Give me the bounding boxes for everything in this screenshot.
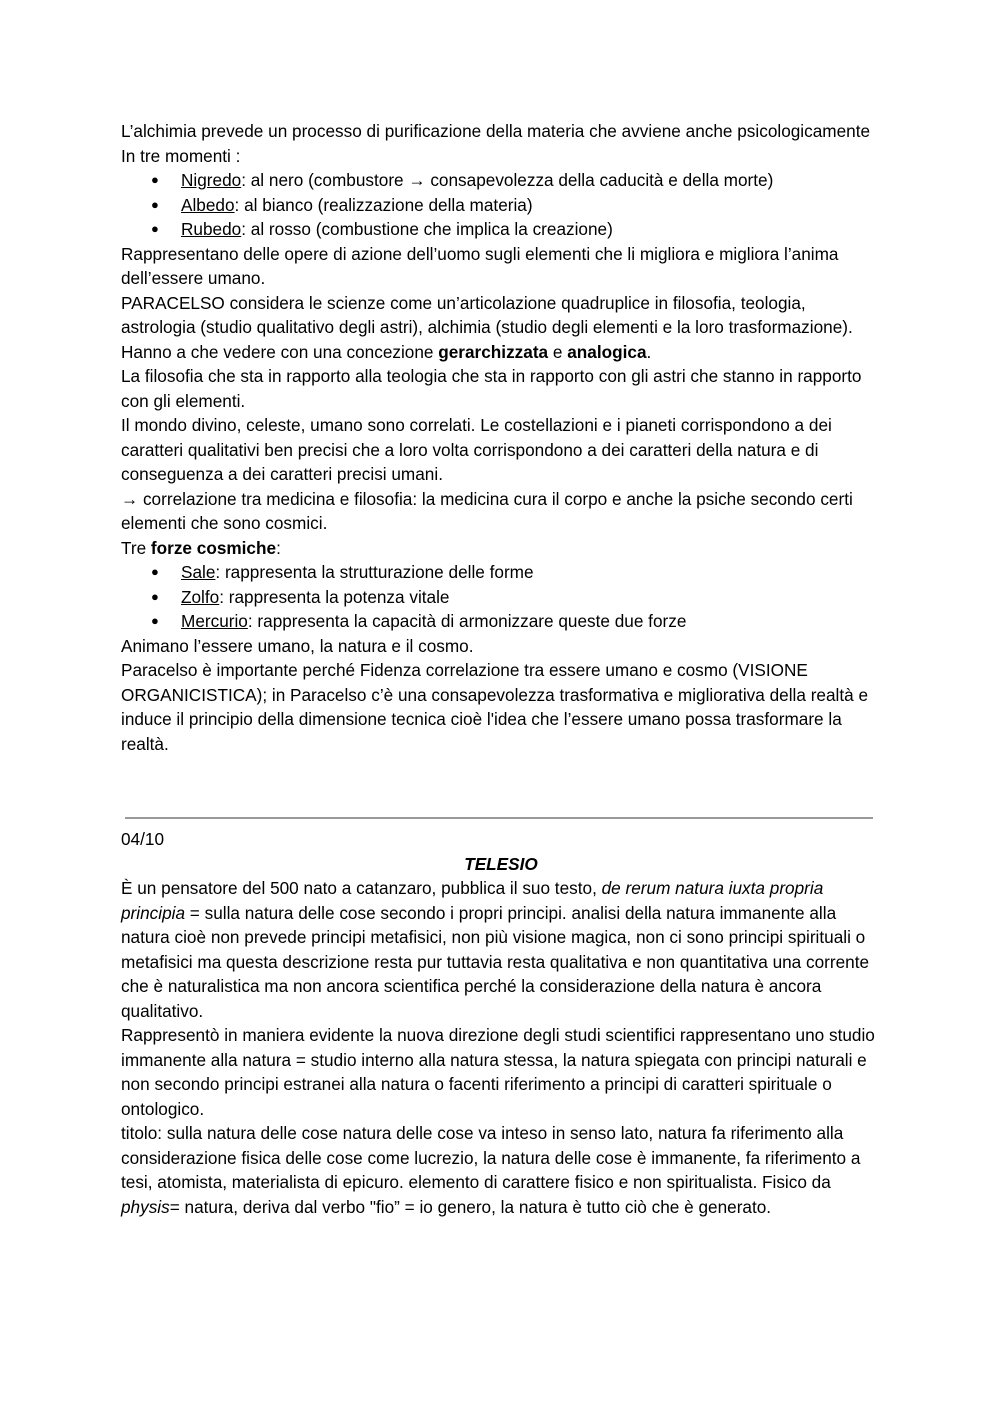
- list-item: ● Nigredo: al nero (combustore → consapevolezza della caducità e della morte): [121, 168, 881, 193]
- paragraph: È un pensatore del 500 nato a catanzaro, pubblica il suo testo, de rerum natura iuxta propria principia = sulla natura delle cose secondo i propri principi. analisi della natura immanente alla natura cioè non prevede principi metafisici, non più visione magica, non ci sono principi spirituali o metafisici ma questa descrizione resta pur tuttavia resta qualitativa e non quantitativa una corrente che è naturalistica ma non ancora scientifica perché la considerazione della natura è ancora qualitativo.: [121, 878, 870, 1021]
- term-nigredo: Nigredo: [181, 170, 242, 190]
- list-item: ● Albedo: al bianco (realizzazione della materia): [121, 193, 881, 218]
- term-mercurio: Mercurio: [181, 611, 248, 631]
- bullet-list-moments: [121, 168, 881, 242]
- term-zolfo: Zolfo: [181, 586, 220, 607]
- term-rubedo: Rubedo: [181, 219, 242, 239]
- list-item: ● Zolfo: rappresenta la potenza vitale: [121, 585, 881, 610]
- section-title: TELESIO: [464, 853, 538, 874]
- paragraph: Il mondo divino, celeste, umano sono correlati. Le costellazioni e i pianeti corrispondono a dei caratteri qualitativi ben precisi che a loro volta corrispondono a dei caratteri della natura e di conseguenza a dei caratteri precisi umani.: [121, 415, 832, 484]
- section-paracelso: [121, 119, 881, 756]
- paragraph: Paracelso è importante perché Fidenza correlazione tra essere umano e cosmo (VISIONE ORGANICISTICA); in Paracelso c’è una consapevolezza trasformativa e migliorativa della realtà e induce il principio della dimensione tecnica cioè l'idea che l’essere umano possa trasformare la realtà.: [121, 660, 869, 754]
- paragraph: Rappresentò in maniera evidente la nuova direzione degli studi scientifici rappresentano uno studio immanente alla natura = studio interno alla natura stessa, la natura spiegata con principi naturali e non secondo principi estranei alla natura o facenti riferimento a principi di caratteri spirituale o ontologico.: [121, 1025, 875, 1119]
- paragraph: L’alchimia prevede un processo di purificazione della materia che avviene anche psicologicamente: [121, 121, 871, 141]
- paragraph: In tre momenti :: [121, 145, 241, 166]
- paragraph: Tre forze cosmiche:: [121, 537, 281, 558]
- paragraph: titolo: sulla natura delle cose natura delle cose va inteso in senso lato, natura fa riferimento alla considerazione fisica delle cose come lucrezio, la natura delle cose è immanente, fa riferimento a tesi, atomista, materialista di epicuro. elemento di carattere fisico e non spiritualista. Fisico da physis= natura, deriva dal verbo "fio” = io genero, la natura è tutto ciò che è generato.: [121, 1123, 861, 1217]
- list-item: ● Sale: rappresenta la strutturazione delle forme: [121, 560, 881, 585]
- section-telesio: [121, 827, 881, 1219]
- paragraph: Rappresentano delle opere di azione dell’uomo sugli elementi che li migliora e migliora l’anima dell’essere umano.: [121, 243, 839, 288]
- list-item: ● Mercurio: rappresenta la capacità di armonizzare queste due forze: [121, 609, 881, 634]
- horizontal-divider: [125, 817, 873, 819]
- term-albedo: Albedo: [181, 194, 235, 215]
- bullet-list-forces: [121, 560, 881, 634]
- paragraph: → correlazione tra medicina e filosofia: la medicina cura il corpo e anche la psiche secondo certi elementi che sono cosmici.: [121, 488, 853, 533]
- term-sale: Sale: [181, 562, 216, 582]
- paragraph: La filosofia che sta in rapporto alla teologia che sta in rapporto con gli astri che stanno in rapporto con gli elementi.: [121, 366, 862, 411]
- list-item: ● Rubedo: al rosso (combustione che implica la creazione): [121, 217, 881, 242]
- paragraph: Animano l’essere umano, la natura e il cosmo.: [121, 635, 474, 656]
- date-label: 04/10: [121, 829, 165, 849]
- paragraph: PARACELSO considera le scienze come un’articolazione quadruplice in filosofia, teologia, astrologia (studio qualitativo degli astri), alchimia (studio degli elementi e la loro trasformazione). Hanno a che vedere con una concezione gerarchizzata e analogica.: [121, 292, 853, 362]
